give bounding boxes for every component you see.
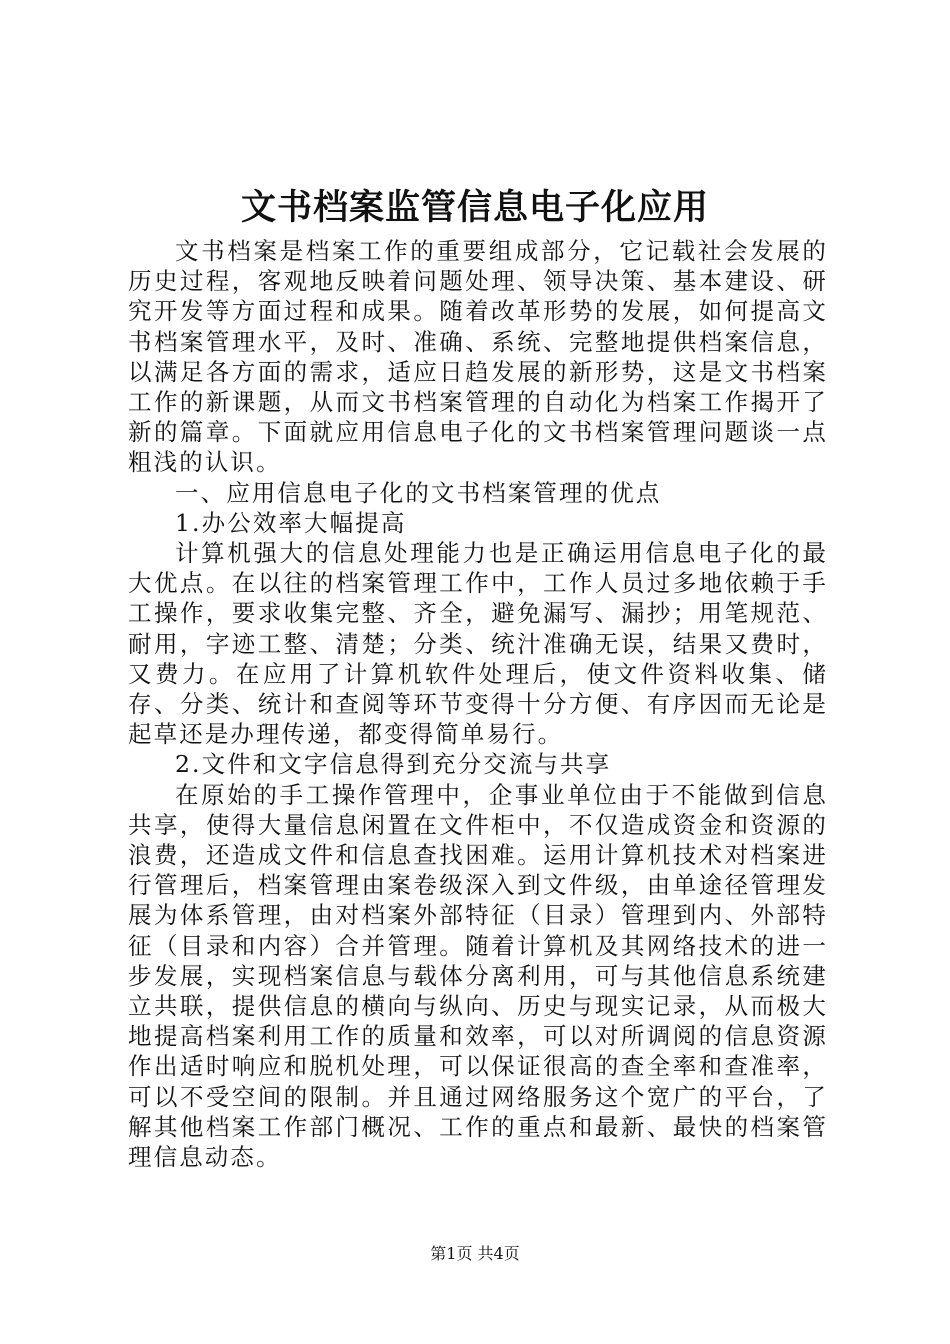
subheading-efficiency: 1.办公效率大幅提高	[175, 508, 407, 537]
paragraph-intro: 文书档案是档案工作的重要组成部分，它记载社会发展的历史过程，客观地反映着问题处理、领导决策、基本建设、研究开发等方面过程和成果。随着改革形势的发展，如何提高文书档案管理水平，及时、准确、系统、完整地提供档案信息，以满足各方面的需求，适应日趋发展的新形势，这是文书档案工作的新课题，从而文书档案管理的自动化为档案工作揭开了新的篇章。下面就应用信息电子化的文书档案管理问题谈一点粗浅的认识。	[128, 237, 828, 477]
section-heading-advantages: 一、应用信息电子化的文书档案管理的优点	[175, 478, 662, 507]
page-number-footer: 第1页 共4页	[430, 1244, 520, 1263]
paragraph-efficiency: 计算机强大的信息处理能力也是正确运用信息电子化的最大优点。在以往的档案管理工作中，工作人员过多地依赖于手工操作，要求收集完整、齐全，避免漏写、漏抄；用笔规范、耐用，字迹工整、清楚；分类、统汁准确无误，结果又费时，又费力。在应用了计算机软件处理后，使文件资料收集、储存、分类、统计和查阅等环节变得十分方便、有序因而无论是起草还是办理传递，都变得简单易行。	[128, 539, 828, 749]
document-body	[128, 236, 828, 1172]
document-title: 文书档案监管信息电子化应用	[240, 187, 709, 228]
paragraph-sharing: 在原始的手工操作管理中，企事业单位由于不能做到信息共享，使得大量信息闲置在文件柜中，不仅造成资金和资源的浪费，还造成文件和信息查找困难。运用计算机技术对档案进行管理后，档案管理由案卷级深入到文件级，由单途径管理发展为体系管理，由对档案外部特征（目录）管理到内、外部特征（目录和内容）合并管理。随着计算机及其网络技术的进一步发展，实现档案信息与载体分离利用，可与其他信息系统建立共联，提供信息的横向与纵向、历史与现实记录，从而极大地提高档案利用工作的质量和效率，可以对所调阅的信息资源作出适时响应和脱机处理，可以保证很高的查全率和查准率，可以不受空间的限制。并且通过网络服务这个宽广的平台，了解其他档案工作部门概况、工作的重点和最新、最快的档案管理信息动态。	[128, 780, 828, 1172]
subheading-sharing: 2.文件和文字信息得到充分交流与共享	[175, 750, 612, 779]
